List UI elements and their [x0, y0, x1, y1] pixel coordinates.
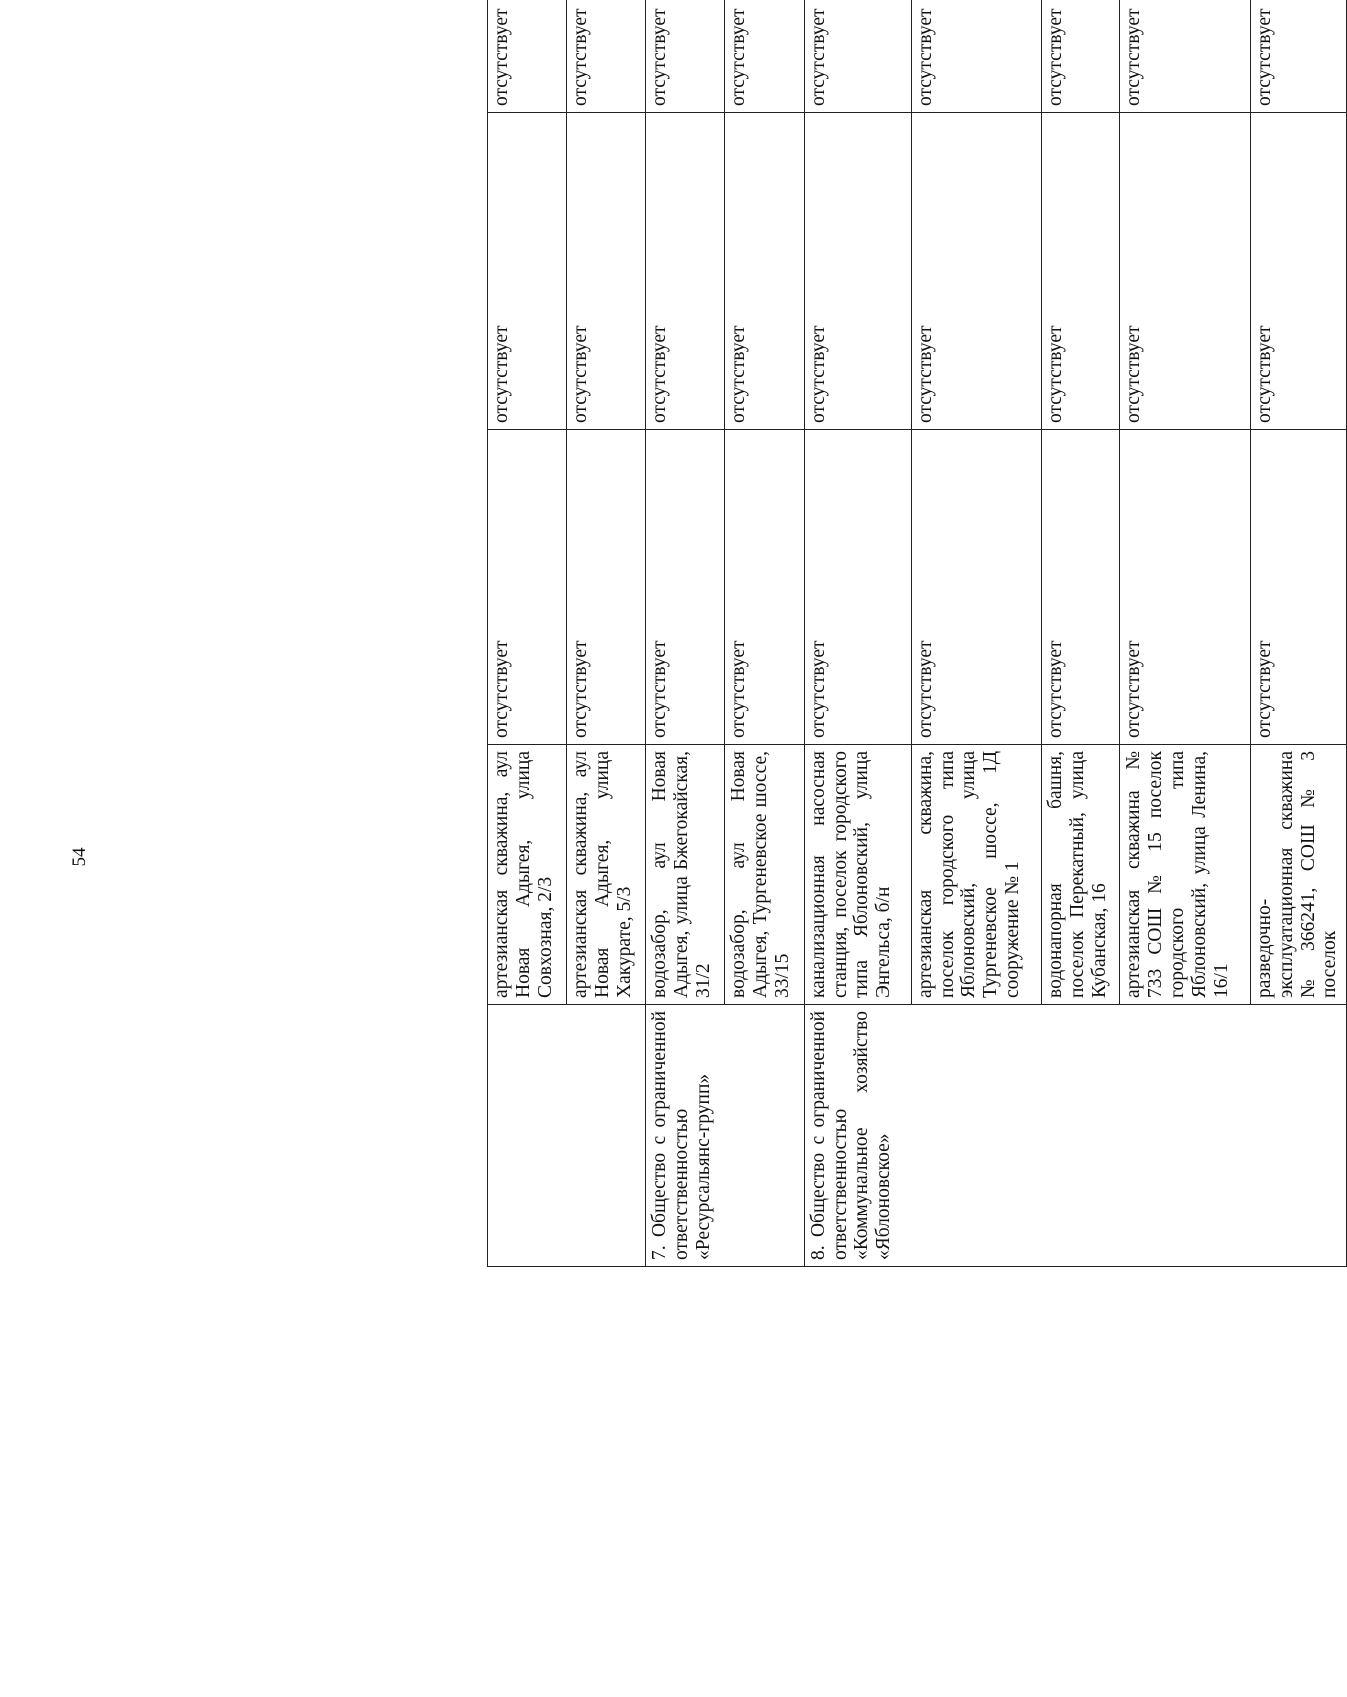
table-row: [645, 0, 724, 1267]
status-cell: отсутствует: [804, 0, 911, 113]
object-cell: водонапорная башня, поселок Перекатный, улица Кубанская, 16: [1042, 745, 1120, 1005]
object-cell: водозабор, аул Новая Адыгея, Тургеневское шоссе, 33/15: [725, 745, 804, 1005]
object-cell: разведочно-эксплуатационная скважина № 366241, СОШ № 3 поселок: [1250, 745, 1346, 1005]
table-body: [488, 0, 1347, 1267]
status-cell: отсутствует: [725, 430, 804, 745]
object-cell: канализационная насосная станция, поселок городского типа Яблоновский, улица Энгельса, б/н: [804, 745, 911, 1005]
status-cell: отсутствует: [645, 113, 724, 430]
status-cell: отсутствует: [1250, 113, 1346, 430]
table-row: [488, 0, 567, 1267]
status-cell: отсутствует: [488, 113, 567, 430]
status-cell: отсутствует: [1042, 113, 1120, 430]
data-table-container: [487, 0, 1347, 1267]
object-cell: артезианская скважина, аул Новая Адыгея, улица Совхозная, 2/3: [488, 745, 567, 1005]
status-cell: отсутствует: [567, 430, 645, 745]
object-cell: артезианская скважина, поселок городского типа Яблоновский, улица Тургеневское шоссе, 1Д сооружение № 1: [911, 745, 1041, 1005]
organization-cell: 8. Общество с ограниченной ответственностью «Коммунальное хозяйство «Яблоновское»: [804, 1005, 1346, 1267]
object-cell: водозабор, аул Новая Адыгея, улица Бжегокайская, 31/2: [645, 745, 724, 1005]
status-cell: отсутствует: [1042, 0, 1120, 113]
status-cell: отсутствует: [1120, 113, 1250, 430]
status-cell: отсутствует: [645, 0, 724, 113]
status-cell: отсутствует: [911, 113, 1041, 430]
page-number: 54: [69, 847, 90, 867]
status-cell: отсутствует: [911, 0, 1041, 113]
organization-cell: [488, 1005, 646, 1267]
status-cell: отсутствует: [488, 0, 567, 113]
organization-cell: 7. Общество с ограниченной ответственностью «Ресурсальянс-групп»: [645, 1005, 804, 1267]
status-cell: отсутствует: [911, 430, 1041, 745]
status-cell: отсутствует: [725, 0, 804, 113]
status-cell: отсутствует: [1250, 430, 1346, 745]
status-cell: отсутствует: [645, 430, 724, 745]
status-cell: отсутствует: [1120, 430, 1250, 745]
status-cell: отсутствует: [1120, 0, 1250, 113]
object-cell: артезианская скважина, аул Новая Адыгея, улица Хакурате, 5/3: [567, 745, 645, 1005]
table-row: [804, 0, 911, 1267]
status-cell: отсутствует: [725, 113, 804, 430]
status-cell: отсутствует: [804, 113, 911, 430]
status-cell: отсутствует: [567, 0, 645, 113]
object-cell: артезианская скважина № 733 СОШ № 15 поселок городского типа Яблоновский, улица Ленина, 16/1: [1120, 745, 1250, 1005]
status-cell: отсутствует: [804, 430, 911, 745]
status-cell: отсутствует: [1250, 0, 1346, 113]
status-cell: отсутствует: [567, 113, 645, 430]
status-cell: отсутствует: [1042, 430, 1120, 745]
objects-table: [487, 0, 1347, 1267]
status-cell: отсутствует: [488, 430, 567, 745]
